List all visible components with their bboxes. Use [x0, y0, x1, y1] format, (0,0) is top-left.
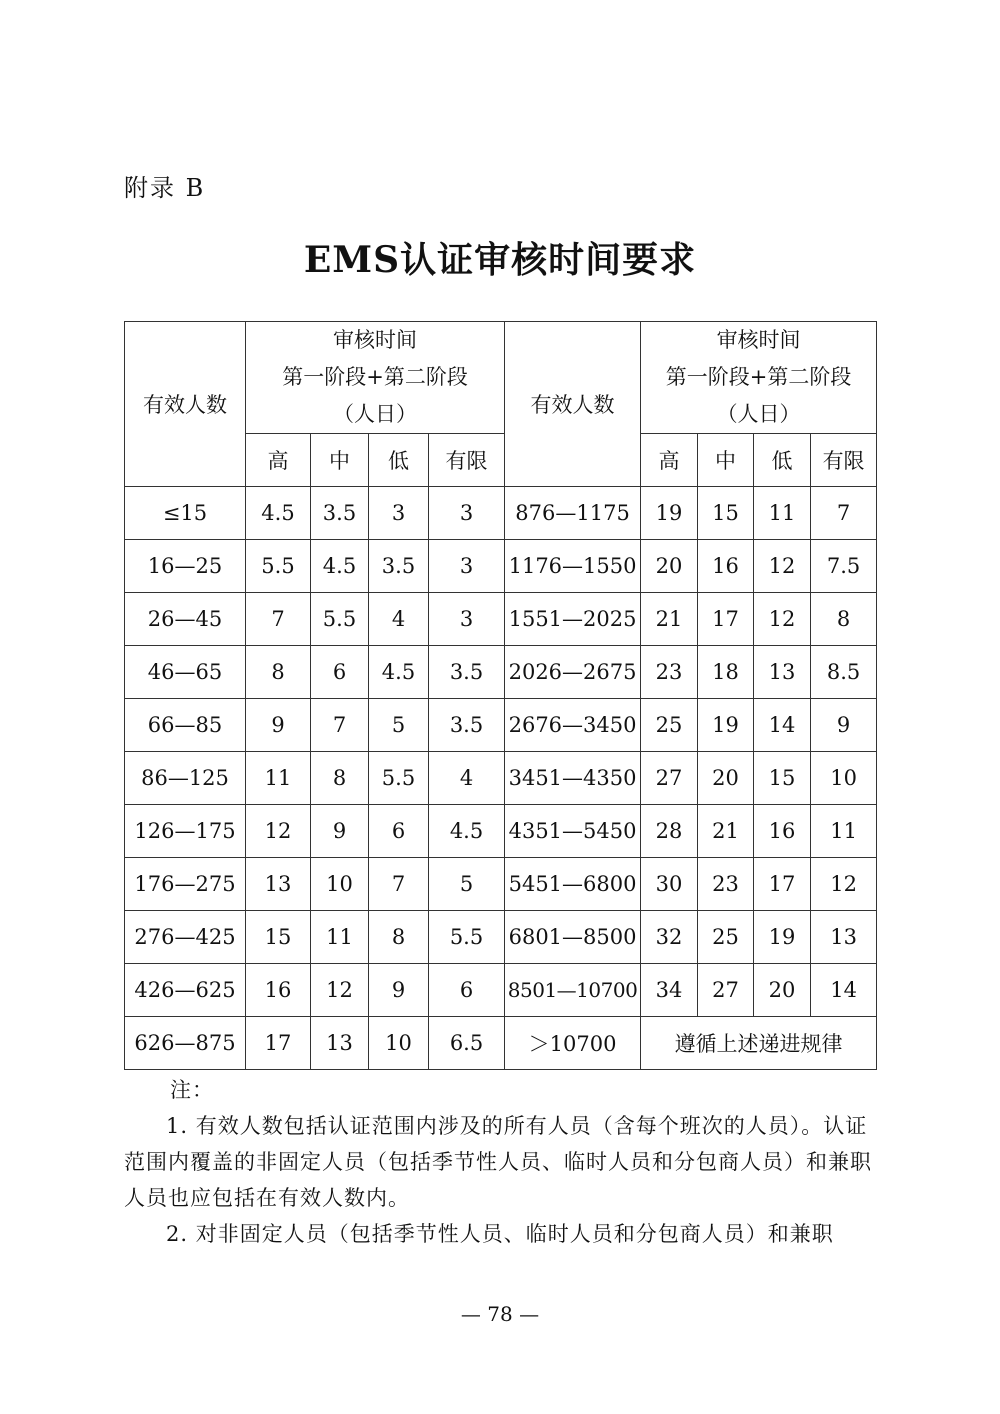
- range-right: 4351—5450: [505, 805, 641, 858]
- value-cell: 34: [641, 964, 698, 1017]
- value-cell: 3.5: [311, 487, 369, 540]
- value-cell: 16: [698, 540, 754, 593]
- value-cell: 23: [641, 646, 698, 699]
- value-cell: 23: [698, 858, 754, 911]
- value-cell: 3: [369, 487, 429, 540]
- range-left: 176—275: [125, 858, 246, 911]
- value-cell: 9: [246, 699, 311, 752]
- value-cell: 5: [429, 858, 505, 911]
- value-cell: 12: [246, 805, 311, 858]
- level-low: 低: [754, 434, 811, 487]
- value-cell: 12: [754, 593, 811, 646]
- value-cell: 20: [698, 752, 754, 805]
- value-cell: 4.5: [311, 540, 369, 593]
- value-cell: 3: [429, 593, 505, 646]
- value-cell: 18: [698, 646, 754, 699]
- value-cell: 8.5: [811, 646, 877, 699]
- value-cell: 15: [246, 911, 311, 964]
- value-cell: 5: [369, 699, 429, 752]
- note-2: 2. 对非固定人员（包括季节性人员、临时人员和分包商人员）和兼职: [166, 1222, 834, 1246]
- value-cell: 3: [429, 540, 505, 593]
- value-cell: 7: [369, 858, 429, 911]
- level-limited: 有限: [811, 434, 877, 487]
- value-cell: 13: [311, 1017, 369, 1070]
- value-cell: 6: [429, 964, 505, 1017]
- range-right: 2676—3450: [505, 699, 641, 752]
- audit-time-table: [124, 321, 877, 1070]
- value-cell: 6: [369, 805, 429, 858]
- range-right: 1176—1550: [505, 540, 641, 593]
- range-left: 86—125: [125, 752, 246, 805]
- table-row: [125, 593, 877, 646]
- value-cell: 25: [641, 699, 698, 752]
- value-cell: 3.5: [369, 540, 429, 593]
- level-high: 高: [246, 434, 311, 487]
- value-cell: 19: [698, 699, 754, 752]
- value-cell: 3.5: [429, 699, 505, 752]
- range-right: 2026—2675: [505, 646, 641, 699]
- value-cell: 27: [698, 964, 754, 1017]
- value-cell: 12: [754, 540, 811, 593]
- range-left: 26—45: [125, 593, 246, 646]
- value-cell: 11: [246, 752, 311, 805]
- range-right: 5451—6800: [505, 858, 641, 911]
- range-right: 1551—2025: [505, 593, 641, 646]
- value-cell: 14: [811, 964, 877, 1017]
- header-people-right: 有效人数: [505, 322, 641, 487]
- value-cell: 11: [754, 487, 811, 540]
- table-row: [125, 540, 877, 593]
- value-cell: 5.5: [369, 752, 429, 805]
- value-cell: 25: [698, 911, 754, 964]
- value-cell: 17: [754, 858, 811, 911]
- range-right: 3451—4350: [505, 752, 641, 805]
- range-left: 426—625: [125, 964, 246, 1017]
- header-time-right: [641, 322, 877, 434]
- header-time-line3: （人日）: [333, 402, 418, 426]
- value-cell: 4.5: [246, 487, 311, 540]
- range-right: 8501—10700: [505, 964, 641, 1017]
- value-cell: 5.5: [246, 540, 311, 593]
- value-cell: 9: [311, 805, 369, 858]
- value-cell: 8: [811, 593, 877, 646]
- range-right: 876—1175: [505, 487, 641, 540]
- value-cell: 13: [811, 911, 877, 964]
- value-cell: 12: [311, 964, 369, 1017]
- value-cell: 4.5: [429, 805, 505, 858]
- range-right: 6801—8500: [505, 911, 641, 964]
- header-time-left: [246, 322, 505, 434]
- value-cell: 21: [698, 805, 754, 858]
- table-row: [125, 858, 877, 911]
- header-people-left: 有效人数: [125, 322, 246, 487]
- value-cell: 8: [246, 646, 311, 699]
- header-time-line1: 审核时间: [333, 328, 418, 352]
- page-title: EMS认证审核时间要求: [303, 239, 697, 281]
- range-left: 46—65: [125, 646, 246, 699]
- table-row: [125, 752, 877, 805]
- value-cell: 5.5: [311, 593, 369, 646]
- header-time-line2: 第一阶段+第二阶段: [665, 365, 852, 389]
- value-cell: 12: [811, 858, 877, 911]
- header-time-line3: （人日）: [716, 402, 801, 426]
- notes-label: 注：: [170, 1078, 214, 1102]
- value-cell: 10: [311, 858, 369, 911]
- value-cell: 9: [811, 699, 877, 752]
- range-left: 66—85: [125, 699, 246, 752]
- header-time-line2: 第一阶段+第二阶段: [282, 365, 468, 389]
- progression-rule-cell: 遵循上述递进规律: [641, 1017, 877, 1070]
- value-cell: 16: [754, 805, 811, 858]
- value-cell: 5.5: [429, 911, 505, 964]
- value-cell: 8: [369, 911, 429, 964]
- table-row: [125, 1017, 877, 1070]
- table-row: [125, 646, 877, 699]
- note-1: 1. 有效人数包括认证范围内涉及的所有人员（含每个班次的人员）。认证范围内覆盖的非固定人员（包括季节性人员、临时人员和分包商人员）和兼职人员也应包括在有效人数内。: [124, 1114, 872, 1210]
- value-cell: 17: [698, 593, 754, 646]
- value-cell: 19: [754, 911, 811, 964]
- range-left: 276—425: [125, 911, 246, 964]
- value-cell: 4: [369, 593, 429, 646]
- table-row: [125, 964, 877, 1017]
- value-cell: 11: [811, 805, 877, 858]
- level-high: 高: [641, 434, 698, 487]
- range-left: 126—175: [125, 805, 246, 858]
- value-cell: 7: [246, 593, 311, 646]
- value-cell: 7: [811, 487, 877, 540]
- value-cell: 4.5: [369, 646, 429, 699]
- value-cell: 3.5: [429, 646, 505, 699]
- value-cell: 20: [641, 540, 698, 593]
- value-cell: 10: [811, 752, 877, 805]
- appendix-label: 附录 B: [124, 174, 206, 202]
- value-cell: 28: [641, 805, 698, 858]
- value-cell: 3: [429, 487, 505, 540]
- value-cell: 17: [246, 1017, 311, 1070]
- range-right: ＞10700: [505, 1017, 641, 1070]
- page-number: — 78 —: [460, 1302, 540, 1326]
- value-cell: 11: [311, 911, 369, 964]
- value-cell: 7: [311, 699, 369, 752]
- value-cell: 27: [641, 752, 698, 805]
- value-cell: 4: [429, 752, 505, 805]
- value-cell: 10: [369, 1017, 429, 1070]
- value-cell: 14: [754, 699, 811, 752]
- value-cell: 15: [754, 752, 811, 805]
- table-row: [125, 699, 877, 752]
- value-cell: 6.5: [429, 1017, 505, 1070]
- value-cell: 6: [311, 646, 369, 699]
- range-left: ≤15: [125, 487, 246, 540]
- value-cell: 16: [246, 964, 311, 1017]
- header-time-line1: 审核时间: [716, 328, 801, 352]
- value-cell: 19: [641, 487, 698, 540]
- value-cell: 7.5: [811, 540, 877, 593]
- range-left: 626—875: [125, 1017, 246, 1070]
- table-row: [125, 911, 877, 964]
- value-cell: 32: [641, 911, 698, 964]
- table-row: [125, 487, 877, 540]
- value-cell: 20: [754, 964, 811, 1017]
- level-medium: 中: [698, 434, 754, 487]
- value-cell: 21: [641, 593, 698, 646]
- level-medium: 中: [311, 434, 369, 487]
- value-cell: 15: [698, 487, 754, 540]
- notes-section: [124, 1072, 884, 1252]
- level-low: 低: [369, 434, 429, 487]
- level-limited: 有限: [429, 434, 505, 487]
- value-cell: 30: [641, 858, 698, 911]
- value-cell: 8: [311, 752, 369, 805]
- value-cell: 13: [246, 858, 311, 911]
- value-cell: 9: [369, 964, 429, 1017]
- value-cell: 13: [754, 646, 811, 699]
- table-row: [125, 805, 877, 858]
- range-left: 16—25: [125, 540, 246, 593]
